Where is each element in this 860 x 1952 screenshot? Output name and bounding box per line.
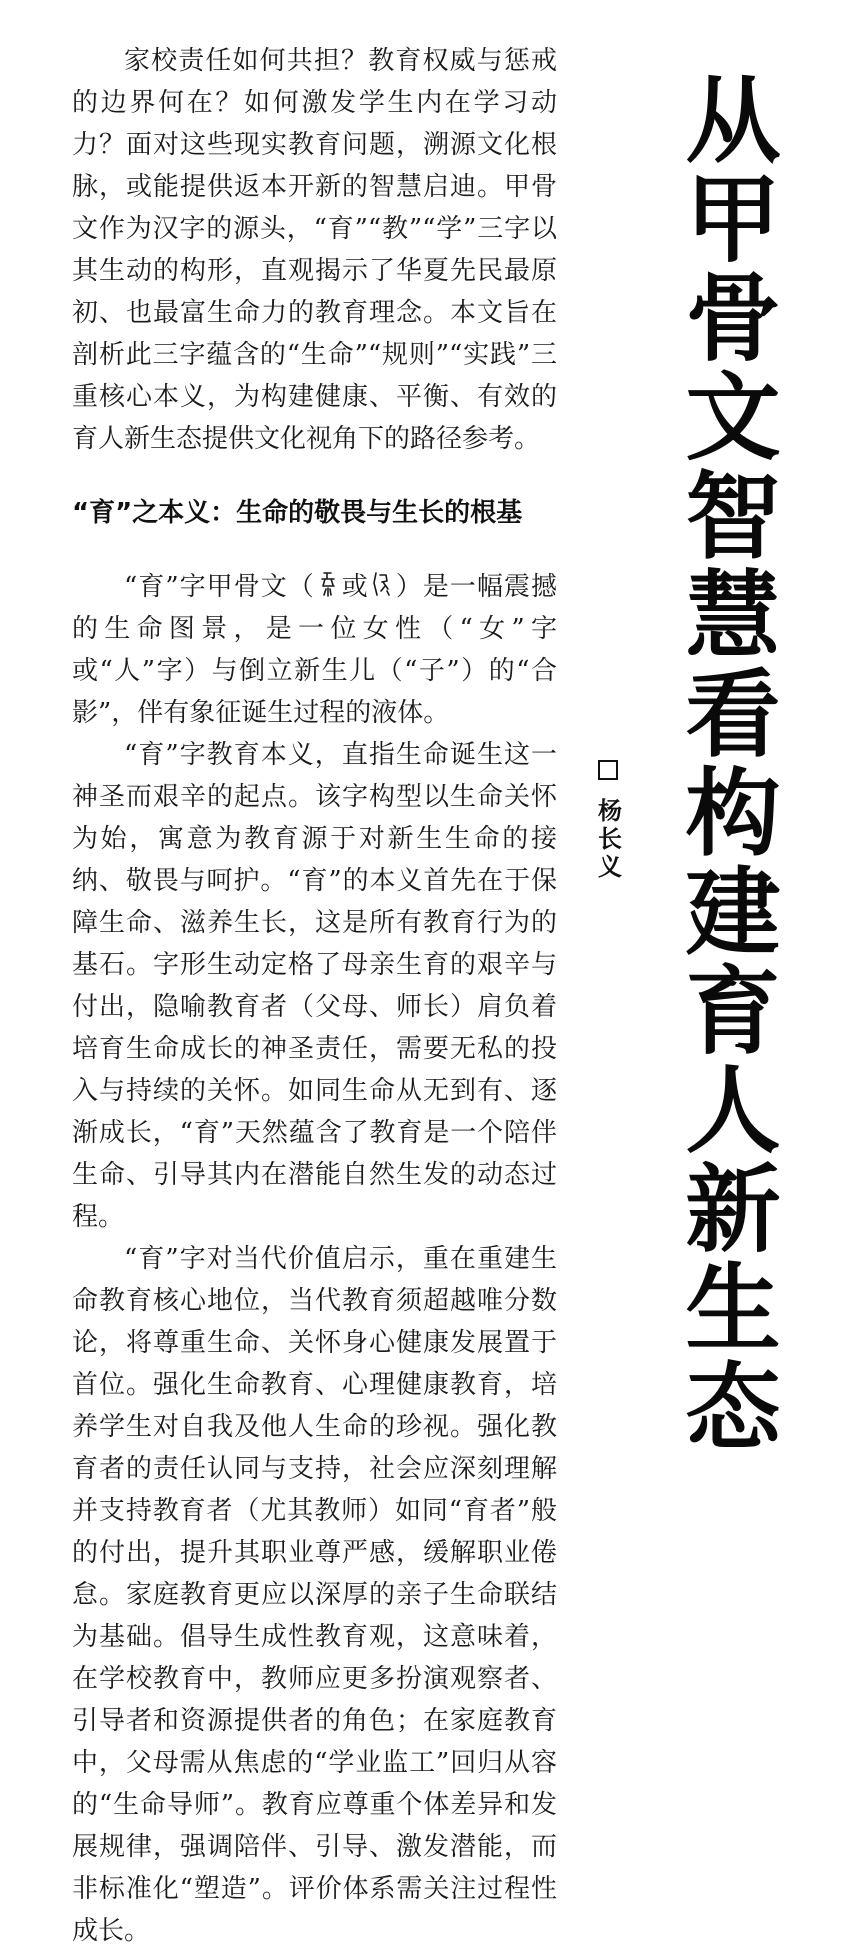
article-title: 从甲骨文智慧看构建育人新生态 (670, 70, 780, 1456)
section-paragraph-1 (72, 566, 557, 734)
section-paragraph-2: “育”字教育本义，直指生命诞生这一神圣而艰辛的起点。该字构型以生命关怀为始，寓意为教育源于对新生生命的接纳、敬畏与呵护。“育”的本义首先在于保障生命、滋养生长，这是所有教育行为的基石。字形生动定格了母亲生育的艰辛与付出，隐喻教育者（父母、师长）肩负着培育生命成长的神圣责任，需要无私的投入与持续的关怀。如同生命从无到有、逐渐成长，“育”天然蕴含了教育是一个陪伴生命、引导其内在潜能自然生发的动态过程。 (72, 740, 557, 1232)
oracle-bone-glyph-2 (369, 569, 395, 599)
section-heading: “育”之本义：生命的敬畏与生长的根基 (72, 498, 523, 528)
p1-text-before: “育”字甲骨文（ (124, 572, 315, 602)
p1-text-after: ）是一幅震撼的生命图景，是一位女性（“女”字或“人”字）与倒立新生儿（“子”）的“合影”，伴有象征诞生过程的液体。 (72, 572, 557, 728)
section-paragraph-3: “育”字对当代价值启示，重在重建生命教育核心地位，当代教育须超越唯分数论，将尊重生命、关怀身心健康发展置于首位。强化生命教育、心理健康教育，培养学生对自我及他人生命的珍视。强化教育者的责任认同与支持，社会应深刻理解并支持教育者（尤其教师）如同“育者”般的付出，提升其职业尊严感，缓解职业倦怠。家庭教育更应以深厚的亲子生命联结为基础。倡导生成性教育观，这意味着，在学校教育中，教师应更多扮演观察者、引导者和资源提供者的角色；在家庭教育中，父母需从焦虑的“学业监工”回归从容的“生命导师”。教育应尊重个体差异和发展规律，强调陪伴、引导、激发潜能，而非标准化“塑造”。评价体系需关注过程性成长。 (72, 1244, 557, 1946)
author-name: 杨长义 (593, 798, 622, 882)
byline (588, 760, 628, 882)
oracle-bone-glyph-1 (315, 569, 341, 599)
p1-text-or: 或 (340, 572, 369, 602)
intro-paragraph: 家校责任如何共担？教育权威与惩戒的边界何在？如何激发学生内在学习动力？面对这些现实教育问题，溯源文化根脉，或能提供返本开新的智慧启迪。甲骨文作为汉字的源头，“育”“教”“学”三字以其生动的构形，直观揭示了华夏先民最原初、也最富生命力的教育理念。本文旨在剖析此三字蕴含的“生命”“规则”“实践”三重核心本义，为构建健康、平衡、有效的育人新生态提供文化视角下的路径参考。 (72, 46, 557, 454)
byline-square-icon (598, 760, 618, 780)
article-body (72, 40, 557, 1952)
